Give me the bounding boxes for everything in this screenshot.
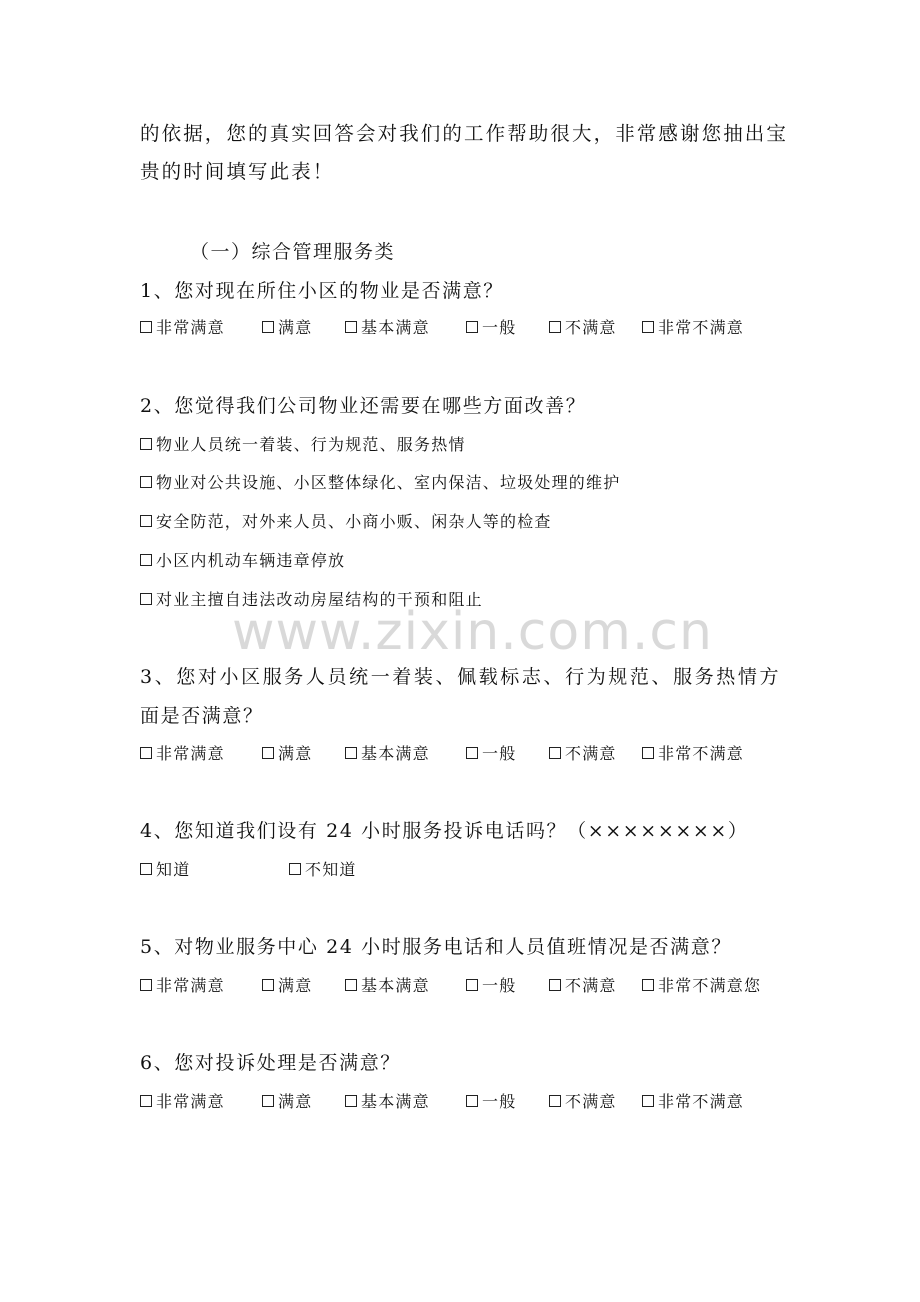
checkbox-icon[interactable] xyxy=(642,979,654,991)
checkbox-icon[interactable] xyxy=(140,554,152,566)
option-label: 非常不满意 xyxy=(658,1092,745,1111)
question-2-item[interactable] xyxy=(140,550,345,572)
checkbox-icon[interactable] xyxy=(289,863,301,875)
checkbox-icon[interactable] xyxy=(345,321,357,333)
question-6-options xyxy=(140,1091,790,1113)
option-average[interactable] xyxy=(466,743,516,765)
checkbox-icon[interactable] xyxy=(549,321,561,333)
question-2-text: 2、您觉得我们公司物业还需要在哪些方面改善？ xyxy=(140,395,587,417)
option-label: 非常不满意 xyxy=(658,318,745,337)
checkbox-icon[interactable] xyxy=(642,747,654,759)
checkbox-icon[interactable] xyxy=(642,321,654,333)
option-know[interactable] xyxy=(140,859,190,881)
intro-line-2: 贵的时间填写此表！ xyxy=(140,160,335,183)
option-very-satisfied[interactable] xyxy=(140,1091,225,1113)
option-label: 非常满意 xyxy=(156,1092,225,1111)
option-label: 非常满意 xyxy=(156,318,225,337)
checkbox-icon[interactable] xyxy=(262,979,274,991)
question-2-item[interactable] xyxy=(140,472,620,494)
option-label: 基本满意 xyxy=(361,318,430,337)
item-label: 安全防范，对外来人员、小商小贩、闲杂人等的检查 xyxy=(156,512,552,531)
option-basically-satisfied[interactable] xyxy=(345,1091,430,1113)
item-label: 物业人员统一着装、行为规范、服务热情 xyxy=(156,435,466,454)
option-label: 满意 xyxy=(278,318,313,337)
question-4-options xyxy=(140,859,790,881)
checkbox-icon[interactable] xyxy=(345,747,357,759)
option-satisfied[interactable] xyxy=(262,1091,312,1113)
option-label: 满意 xyxy=(278,976,313,995)
option-label: 不满意 xyxy=(565,1092,617,1111)
question-3-text-line-1: 3、您对小区服务人员统一着装、佩载标志、行为规范、服务热情方 xyxy=(140,666,782,688)
section-title: （一）综合管理服务类 xyxy=(190,241,396,263)
option-basically-satisfied[interactable] xyxy=(345,743,430,765)
question-5-text: 5、对物业服务中心 24 小时服务电话和人员值班情况是否满意？ xyxy=(140,936,732,958)
checkbox-icon[interactable] xyxy=(466,321,478,333)
option-label: 不满意 xyxy=(565,318,617,337)
item-label: 小区内机动车辆违章停放 xyxy=(156,551,346,570)
option-average[interactable] xyxy=(466,1091,516,1113)
option-satisfied[interactable] xyxy=(262,743,312,765)
checkbox-icon[interactable] xyxy=(466,747,478,759)
option-basically-satisfied[interactable] xyxy=(345,317,430,339)
checkbox-icon[interactable] xyxy=(140,321,152,333)
option-label: 非常满意 xyxy=(156,976,225,995)
option-label: 基本满意 xyxy=(361,1092,430,1111)
question-1-text: 1、您对现在所住小区的物业是否满意？ xyxy=(140,280,504,302)
option-label: 非常满意 xyxy=(156,744,225,763)
option-label: 不知道 xyxy=(305,860,357,879)
option-very-dissatisfied[interactable] xyxy=(642,743,744,765)
option-dont-know[interactable] xyxy=(289,859,357,881)
option-label: 基本满意 xyxy=(361,744,430,763)
question-6-text: 6、您对投诉处理是否满意？ xyxy=(140,1052,401,1074)
checkbox-icon[interactable] xyxy=(140,515,152,527)
option-very-dissatisfied[interactable] xyxy=(642,317,744,339)
option-very-satisfied[interactable] xyxy=(140,317,225,339)
option-label: 一般 xyxy=(482,1092,517,1111)
checkbox-icon[interactable] xyxy=(345,979,357,991)
option-label: 不满意 xyxy=(565,976,617,995)
option-very-dissatisfied[interactable] xyxy=(642,975,761,997)
question-2-item[interactable] xyxy=(140,511,552,533)
checkbox-icon[interactable] xyxy=(466,979,478,991)
question-2-item[interactable] xyxy=(140,434,466,456)
checkbox-icon[interactable] xyxy=(345,1095,357,1107)
option-dissatisfied[interactable] xyxy=(549,1091,617,1113)
option-satisfied[interactable] xyxy=(262,975,312,997)
question-4-text: 4、您知道我们设有 24 小时服务投诉电话吗？（××××××××） xyxy=(140,820,749,842)
checkbox-icon[interactable] xyxy=(466,1095,478,1107)
item-label: 物业对公共设施、小区整体绿化、室内保洁、垃圾处理的维护 xyxy=(156,473,621,492)
option-label: 一般 xyxy=(482,318,517,337)
checkbox-icon[interactable] xyxy=(140,438,152,450)
item-label: 对业主擅自违法改动房屋结构的干预和阻止 xyxy=(156,590,483,609)
option-label: 非常不满意 xyxy=(658,744,745,763)
option-very-satisfied[interactable] xyxy=(140,975,225,997)
option-label: 不满意 xyxy=(565,744,617,763)
watermark-text: www.zixin.com.cn xyxy=(232,602,713,662)
question-3-options xyxy=(140,743,790,765)
option-very-dissatisfied[interactable] xyxy=(642,1091,744,1113)
option-label: 知道 xyxy=(156,860,191,879)
option-label: 基本满意 xyxy=(361,976,430,995)
checkbox-icon[interactable] xyxy=(140,979,152,991)
question-3-text-line-2: 面是否满意？ xyxy=(140,705,264,727)
checkbox-icon[interactable] xyxy=(262,321,274,333)
question-5-options xyxy=(140,975,790,997)
question-1-options xyxy=(140,317,790,339)
checkbox-icon[interactable] xyxy=(140,476,152,488)
option-average[interactable] xyxy=(466,317,516,339)
option-label: 满意 xyxy=(278,744,313,763)
option-label: 一般 xyxy=(482,744,517,763)
option-label: 满意 xyxy=(278,1092,313,1111)
option-dissatisfied[interactable] xyxy=(549,975,617,997)
option-basically-satisfied[interactable] xyxy=(345,975,430,997)
option-average[interactable] xyxy=(466,975,516,997)
option-very-satisfied[interactable] xyxy=(140,743,225,765)
checkbox-icon[interactable] xyxy=(140,747,152,759)
intro-line-1: 的依据，您的真实回答会对我们的工作帮助很大，非常感谢您抽出宝 xyxy=(140,122,789,145)
checkbox-icon[interactable] xyxy=(262,1095,274,1107)
option-label: 一般 xyxy=(482,976,517,995)
checkbox-icon[interactable] xyxy=(140,1095,152,1107)
checkbox-icon[interactable] xyxy=(642,1095,654,1107)
checkbox-icon[interactable] xyxy=(262,747,274,759)
option-dissatisfied[interactable] xyxy=(549,317,617,339)
checkbox-icon[interactable] xyxy=(549,979,561,991)
option-dissatisfied[interactable] xyxy=(549,743,617,765)
option-label: 非常不满意您 xyxy=(658,976,762,995)
checkbox-icon[interactable] xyxy=(140,593,152,605)
option-satisfied[interactable] xyxy=(262,317,312,339)
checkbox-icon[interactable] xyxy=(549,1095,561,1107)
checkbox-icon[interactable] xyxy=(549,747,561,759)
checkbox-icon[interactable] xyxy=(140,863,152,875)
